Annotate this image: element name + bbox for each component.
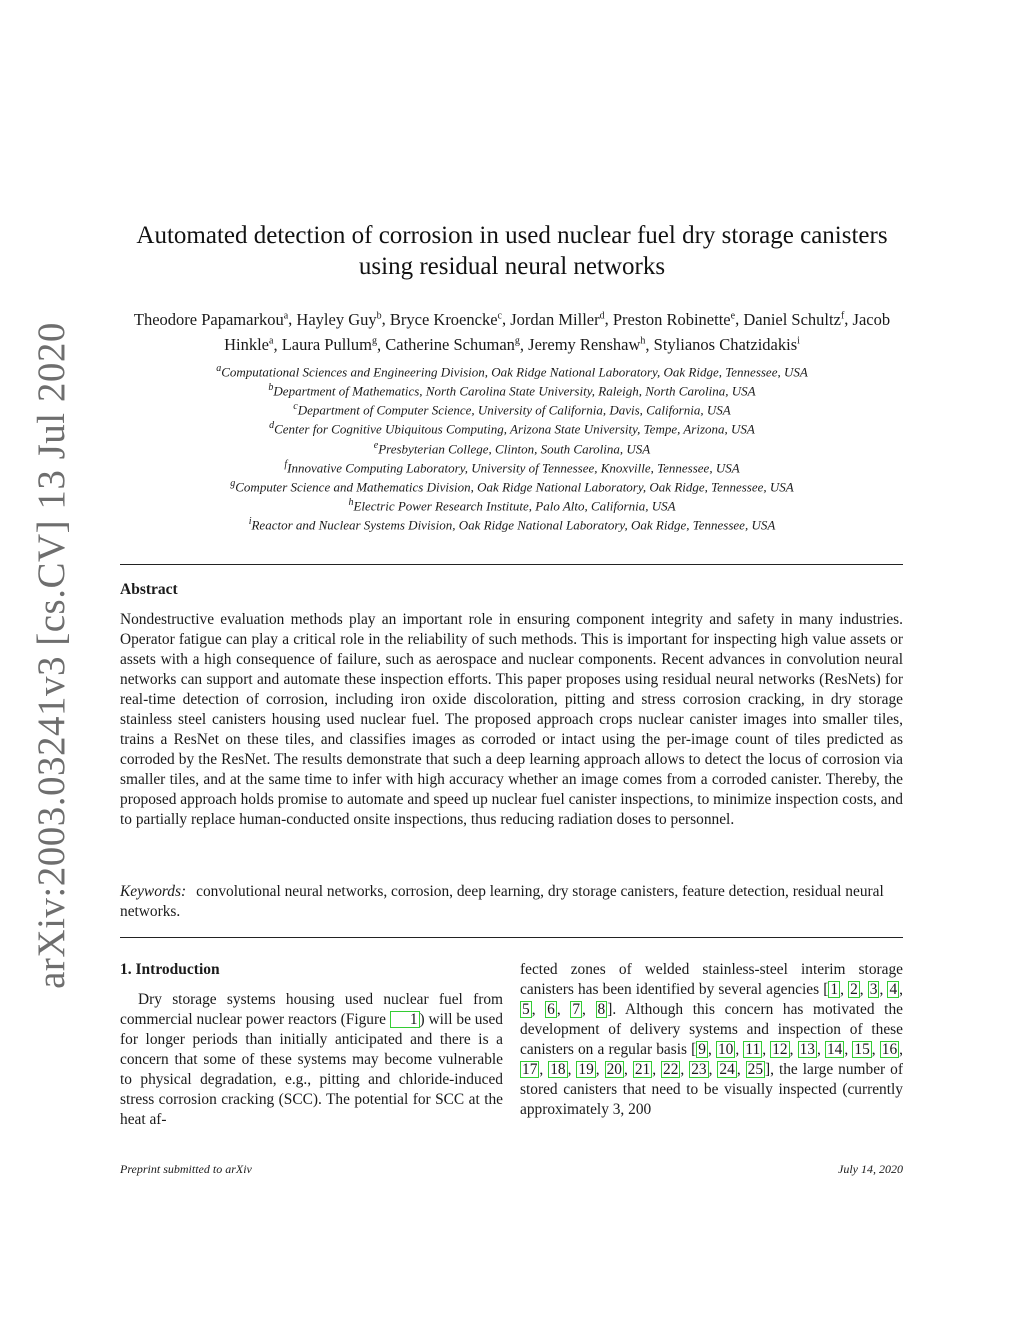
citation-link[interactable]: 25 xyxy=(747,1061,764,1078)
footer-date: July 14, 2020 xyxy=(838,1162,903,1176)
author-name: Preston Robinette xyxy=(612,309,731,329)
citation-link[interactable]: 19 xyxy=(578,1061,594,1078)
author xyxy=(654,335,800,354)
citation-link[interactable]: 23 xyxy=(691,1061,707,1078)
author-affiliation-mark: c xyxy=(497,310,502,321)
author-affiliation-mark: g xyxy=(371,335,377,347)
intro-paragraph xyxy=(120,990,503,1130)
citation-link[interactable]: 7 xyxy=(572,1001,581,1018)
top-divider xyxy=(120,564,903,565)
author-affiliation-mark: h xyxy=(640,335,646,347)
citation-link[interactable]: 13 xyxy=(799,1041,815,1058)
keywords xyxy=(120,882,903,922)
affiliation-text: Center for Cognitive Ubiquitous Computing, Arizona State University, Tempe, Arizona, USA xyxy=(274,421,755,437)
affiliation-text: Presbyterian College, Clinton, South Carolina, USA xyxy=(378,440,651,456)
author xyxy=(390,310,502,329)
author-affiliation-mark: f xyxy=(840,310,845,321)
author xyxy=(282,335,377,354)
citation-link[interactable]: 14 xyxy=(826,1041,843,1058)
affiliation-mark: c xyxy=(293,401,298,413)
affiliation-mark: f xyxy=(284,458,288,470)
author xyxy=(134,310,288,329)
citation-link[interactable]: 8 xyxy=(597,1001,606,1018)
citation-link[interactable]: 3 xyxy=(869,981,878,998)
author-list: Theodore Papamarkou$^a$, Hayley Guy$^b$, Bryce Kroencke$^c$, Jordan Miller$^d$, Preston Robinette$^e$, Daniel Schultz$^f$, Jacob Hinkle$^a$, Laura Pullum$^g$, Catherine Schuman$^g$, Jeremy Renshaw$^h$, Stylianos Chatzidakis$^i$ xyxy=(133,309,891,354)
affiliation xyxy=(110,457,914,476)
author xyxy=(510,310,604,329)
citation-link[interactable]: 18 xyxy=(550,1061,566,1078)
affiliation xyxy=(110,476,914,495)
citation-group-b: 9 , 10 , 11 , 12 , 13 , 14 , 15 , 16 , 17 , 18 , 19 , 20 , 21 , 22 , 23 , 24 , 25 xyxy=(522,1041,904,1078)
abstract-body: Nondestructive evaluation methods play an important role in ensuring component integrity and safety in many industries. Operator fatigue can play a critical role in the reliability of such methods. This is important for inspecting high value assets or assets with a high consequence of failure, such as aerospace and nuclear components. Recent advances in convolution neural networks can support and automate these inspection efforts. This paper proposes using residual neural networks (ResNets) for real-time detection of corrosion, including iron oxide discoloration, pitting and stress corrosion cracking, in dry storage stainless steel canisters housing used nuclear fuel. The proposed approach crops nuclear canister images into smaller tiles, trains a ResNet on these tiles, and classifies images as corroded or intact using the per-image count of tiles predicted as corroded by the ResNet. The results demonstrate that such a deep learning approach allows to detect the locus of corrosion via smaller tiles, and at the same time to infer with high accuracy whether an image comes from a corroded canister. Thereby, the proposed approach holds promise to automate and speed up nuclear fuel canister inspections, to minimize inspection costs, and to partially replace human-conducted onsite inspections, thus reducing radiation doses to personnel. xyxy=(120,611,903,828)
citation-group-a: 1 , 2 , 3 , 4 , 5 , 6 , 7 , 8 xyxy=(522,981,903,1018)
affiliation xyxy=(110,399,914,418)
author-affiliation-mark: i xyxy=(797,335,800,347)
affiliation-mark: g xyxy=(230,477,236,489)
intro-paragraph-continued xyxy=(520,960,903,1120)
affiliation-list xyxy=(110,361,914,533)
citation-link[interactable]: 22 xyxy=(663,1061,679,1078)
affiliation-mark: b xyxy=(268,382,274,394)
affiliation-mark: h xyxy=(348,496,354,508)
affiliation-text: Department of Mathematics, North Carolina State University, Raleigh, North Carolina, USA xyxy=(273,383,756,399)
intro-text-1: Dry storage systems housing used nuclear fuel from commercial nuclear power reactors (Figure xyxy=(120,991,503,1028)
author-affiliation-mark: b xyxy=(376,310,382,321)
author xyxy=(743,310,844,329)
citation-link[interactable]: 17 xyxy=(522,1061,538,1078)
keywords-text: convolutional neural networks, corrosion, deep learning, dry storage canisters, feature detection, residual neural networks. xyxy=(120,883,884,920)
citation-link[interactable]: 15 xyxy=(854,1041,870,1058)
author-name: Laura Pullum xyxy=(281,335,372,354)
citation-link[interactable]: 4 xyxy=(889,981,898,998)
citation-link[interactable]: 11 xyxy=(745,1041,761,1058)
affiliation-text: Reactor and Nuclear Systems Division, Oak Ridge National Laboratory, Oak Ridge, Tennessee, USA xyxy=(251,517,776,533)
citation-link[interactable]: 21 xyxy=(634,1061,651,1078)
intro-text-4: ]. Although this concern has motivated the development of delivery systems and inspection of these canisters on a regular basis [ xyxy=(520,1001,903,1058)
author xyxy=(385,335,520,354)
citation-link[interactable]: 9 xyxy=(698,1041,706,1058)
citation-link[interactable]: 2 xyxy=(850,981,858,998)
author-name: Stylianos Chatzidakis xyxy=(653,335,798,354)
author-name: Catherine Schuman xyxy=(385,335,515,354)
affiliation-text: Department of Computer Science, University of California, Davis, California, USA xyxy=(297,402,731,418)
intro-text-3: fected zones of welded stainless-steel interim storage canisters has been identified by several agencies [ xyxy=(520,961,903,998)
author-name: Hayley Guy xyxy=(296,309,377,329)
citation-link[interactable]: 5 xyxy=(522,1001,530,1018)
citation-link[interactable]: 6 xyxy=(547,1001,555,1018)
paper-title: Automated detection of corrosion in used nuclear fuel dry storage canisters using residual neural networks xyxy=(136,222,888,280)
author-name: Theodore Papamarkou xyxy=(133,309,284,329)
author-name: Daniel Schultz xyxy=(743,309,841,329)
affiliation-text: Innovative Computing Laboratory, University of Tennessee, Knoxville, Tennessee, USA xyxy=(287,459,740,475)
author-name: Jordan Miller xyxy=(510,309,600,329)
affiliation-text: Computational Sciences and Engineering Division, Oak Ridge National Laboratory, Oak Ridge, Tennessee, USA xyxy=(221,364,808,380)
author-affiliation-mark: e xyxy=(730,310,736,321)
affiliation xyxy=(110,495,914,514)
footer-preprint-note: Preprint submitted to arXiv xyxy=(120,1162,252,1176)
author-name: Jeremy Renshaw xyxy=(528,335,641,354)
affiliation xyxy=(110,438,914,457)
arxiv-side-stamp xyxy=(16,321,86,989)
affiliation-mark: i xyxy=(248,516,252,527)
affiliation xyxy=(110,514,914,533)
author xyxy=(296,310,381,329)
affiliation-mark: d xyxy=(269,420,275,432)
author-affiliation-mark: g xyxy=(514,335,520,347)
author-affiliation-mark: a xyxy=(269,335,274,347)
arxiv-identifier[interactable]: arXiv:2003.03241v3 [cs.CV] 13 Jul 2020 xyxy=(29,321,73,989)
intro-text-5: ], the large number of stored canisters that need to be visually inspected (currently approximately 3, 200 xyxy=(520,1061,903,1118)
section-heading-introduction: 1. Introduction xyxy=(120,961,220,978)
author-name: Bryce Kroencke xyxy=(389,309,498,329)
affiliation xyxy=(110,380,914,399)
affiliation xyxy=(110,418,914,437)
citation-link[interactable]: 20 xyxy=(606,1061,622,1078)
keywords-label: Keywords: xyxy=(120,883,187,900)
bottom-divider xyxy=(120,937,903,938)
citation-link[interactable]: 12 xyxy=(772,1041,788,1058)
intro-text-2: ) will be used for longer periods than initially anticipated and there is a concern that some of these systems may become vulnerable to physical degradation, e.g., pitting and chloride-induced stress corrosion cracking (SCC). The potential for SCC at the heat af- xyxy=(120,1011,503,1128)
intro-left-column xyxy=(120,960,503,1130)
affiliation-text: Computer Science and Mathematics Division, Oak Ridge National Laboratory, Oak Ridge, Tennessee, USA xyxy=(235,479,794,495)
author xyxy=(613,310,735,329)
affiliation-text: Electric Power Research Institute, Palo Alto, California, USA xyxy=(353,498,676,514)
citation-link[interactable]: 10 xyxy=(717,1041,734,1058)
figure-link[interactable]: 1 xyxy=(390,1011,420,1028)
author-affiliation-mark: a xyxy=(283,310,289,321)
citation-link[interactable]: 24 xyxy=(719,1061,735,1078)
intro-right-column xyxy=(520,960,903,1120)
abstract-heading: Abstract xyxy=(120,581,178,598)
author-name: Jacob Hinkle xyxy=(224,309,891,354)
citation-link[interactable]: 1 xyxy=(830,981,839,998)
affiliation-mark: a xyxy=(216,363,222,374)
citation-link[interactable]: 16 xyxy=(881,1041,898,1058)
affiliation-mark: e xyxy=(373,439,379,451)
author xyxy=(528,335,645,354)
affiliation xyxy=(110,361,914,380)
author-affiliation-mark: d xyxy=(599,310,605,321)
